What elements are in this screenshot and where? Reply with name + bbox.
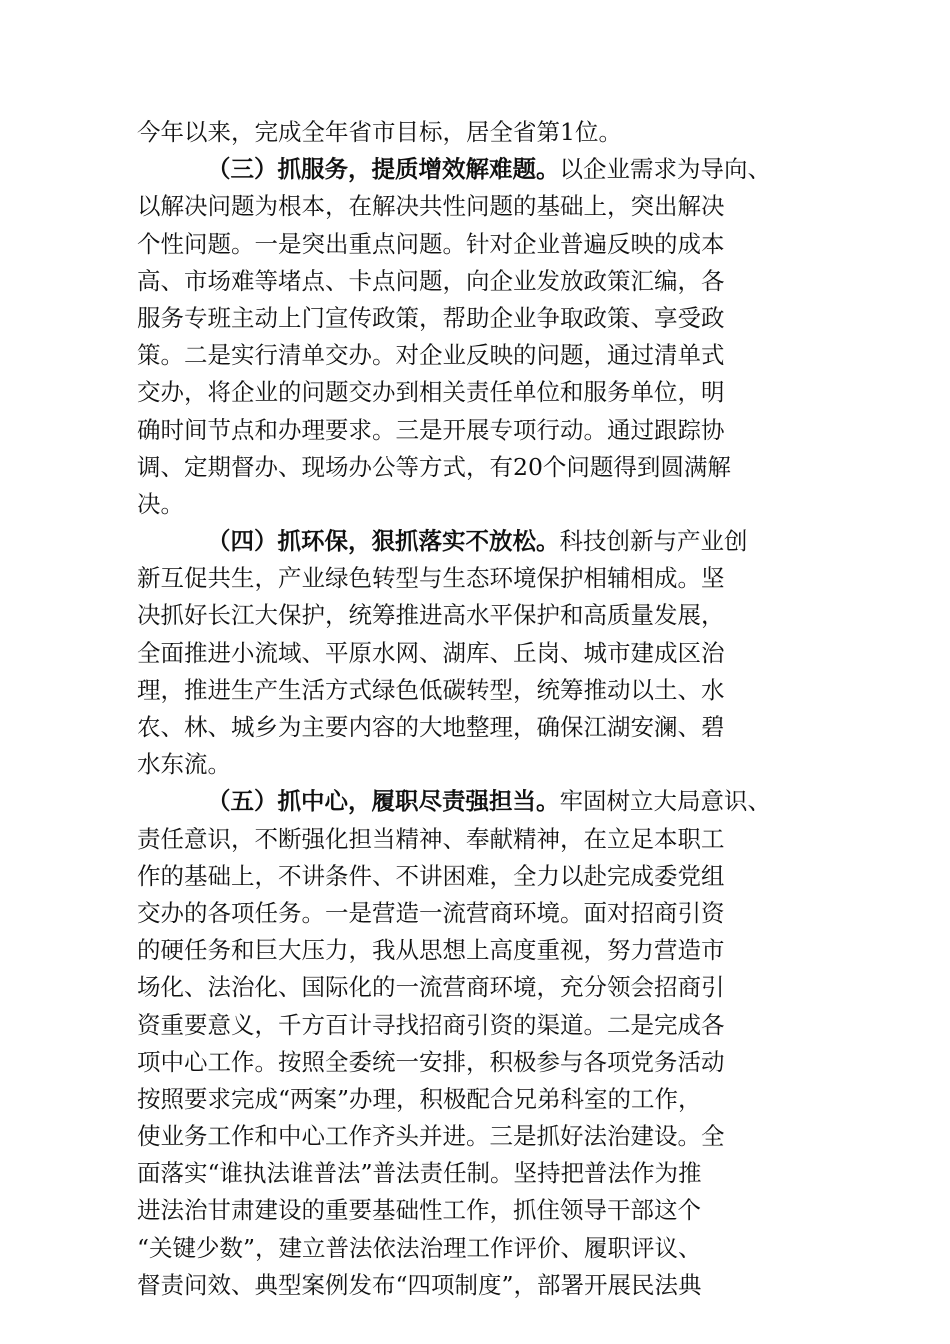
line-text: 农、林、城乡为主要内容的大地整理，确保江湖安澜、碧 xyxy=(137,713,725,741)
line-text: 服务专班主动上门宣传政策，帮助企业争取政策、享受政 xyxy=(137,303,725,332)
line-text: 责任意识，不断强化担当精神、奉献精神，在立足本职工 xyxy=(137,824,725,853)
line-text: 场化、法治化、国际化的一流营商环境，充分领会招商引 xyxy=(137,973,725,1002)
text-line xyxy=(137,1081,827,1118)
line-text: 以企业需求为导向、 xyxy=(559,155,771,184)
text-line xyxy=(137,1044,827,1081)
text-line xyxy=(137,1155,827,1192)
text-line xyxy=(137,969,827,1006)
text-line xyxy=(137,746,827,783)
text-line xyxy=(137,1230,827,1267)
line-text: 资重要意义，千方百计寻找招商引资的渠道。二是完成各 xyxy=(137,1010,725,1039)
section-heading-line xyxy=(137,523,827,560)
text-line xyxy=(137,895,827,932)
text-line xyxy=(137,1118,827,1155)
text-line xyxy=(137,337,827,374)
text-line xyxy=(137,374,827,411)
text-line xyxy=(137,1007,827,1044)
line-text: 决抓好长江大保护，统筹推进高水平保护和高质量发展， xyxy=(137,601,725,630)
line-text: 科技创新与产业创 xyxy=(559,527,748,556)
text-line xyxy=(137,672,827,709)
line-text: 的硬任务和巨大压力，我从思想上高度重视，努力营造市 xyxy=(137,936,725,965)
text-line xyxy=(137,709,827,746)
line-text: 全面推进小流域、平原水网、湖库、丘岗、城市建成区治 xyxy=(137,638,725,667)
line-text: 使业务工作和中心工作齐头并进。三是抓好法治建设。全 xyxy=(137,1122,725,1151)
section-heading: （三）抓服务，提质增效解难题。 xyxy=(207,155,560,184)
line-text: 督责问效、典型案例发布“四项制度”，部署开展民法典 xyxy=(137,1270,702,1299)
section-heading-line xyxy=(137,783,827,820)
text-line xyxy=(137,597,827,634)
line-text: 策。二是实行清单交办。对企业反映的问题，通过清单式 xyxy=(137,341,725,370)
text-line xyxy=(137,560,827,597)
line-text: 理，推进生产生活方式绿色低碳转型，统筹推动以土、水 xyxy=(137,675,725,704)
line-text: 按照要求完成“两案”办理，积极配合兄弟科室的工作， xyxy=(137,1084,702,1113)
text-line xyxy=(137,114,827,151)
text-line xyxy=(137,821,827,858)
line-text: 今年以来，完成全年省市目标，居全省第1位。 xyxy=(137,118,622,146)
text-line xyxy=(137,486,827,523)
document-body xyxy=(137,114,827,1304)
text-line xyxy=(137,188,827,225)
line-text: 高、市场难等堵点、卡点问题，向企业发放政策汇编，各 xyxy=(137,266,725,295)
text-line xyxy=(137,412,827,449)
line-text: 牢固树立大局意识、 xyxy=(559,787,771,816)
line-text: 以解决问题为根本，在解决共性问题的基础上，突出解决 xyxy=(137,192,725,221)
text-line xyxy=(137,635,827,672)
line-text: 决。 xyxy=(137,489,184,518)
text-line xyxy=(137,226,827,263)
text-line xyxy=(137,300,827,337)
line-text: 水东流。 xyxy=(137,750,231,779)
section-heading: （四）抓环保，狠抓落实不放松。 xyxy=(207,527,560,556)
line-text: 交办，将企业的问题交办到相关责任单位和服务单位，明 xyxy=(137,378,725,407)
text-line xyxy=(137,932,827,969)
line-text: 个性问题。一是突出重点问题。针对企业普遍反映的成本 xyxy=(137,229,725,258)
text-line xyxy=(137,449,827,486)
line-text: “关键少数”，建立普法依法治理工作评价、履职评议、 xyxy=(137,1233,702,1262)
line-text: 新互促共生，产业绿色转型与生态环境保护相辅相成。坚 xyxy=(137,564,725,593)
text-line xyxy=(137,1192,827,1229)
line-text: 交办的各项任务。一是营造一流营商环境。面对招商引资 xyxy=(137,898,725,927)
line-text: 调、定期督办、现场办公等方式，有20个问题得到圆满解 xyxy=(137,452,731,481)
line-text: 作的基础上，不讲条件、不讲困难，全力以赴完成委党组 xyxy=(137,861,725,890)
line-text: 进法治甘肃建设的重要基础性工作，抓住领导干部这个 xyxy=(137,1196,701,1225)
text-line xyxy=(137,858,827,895)
line-text: 确时间节点和办理要求。三是开展专项行动。通过跟踪协 xyxy=(137,415,725,444)
section-heading: （五）抓中心，履职尽责强担当。 xyxy=(207,787,560,816)
line-text: 面落实“谁执法谁普法”普法责任制。坚持把普法作为推 xyxy=(137,1159,702,1188)
section-heading-line xyxy=(137,151,827,188)
line-text: 项中心工作。按照全委统一安排，积极参与各项党务活动 xyxy=(137,1047,725,1076)
text-line xyxy=(137,263,827,300)
text-line xyxy=(137,1267,827,1304)
